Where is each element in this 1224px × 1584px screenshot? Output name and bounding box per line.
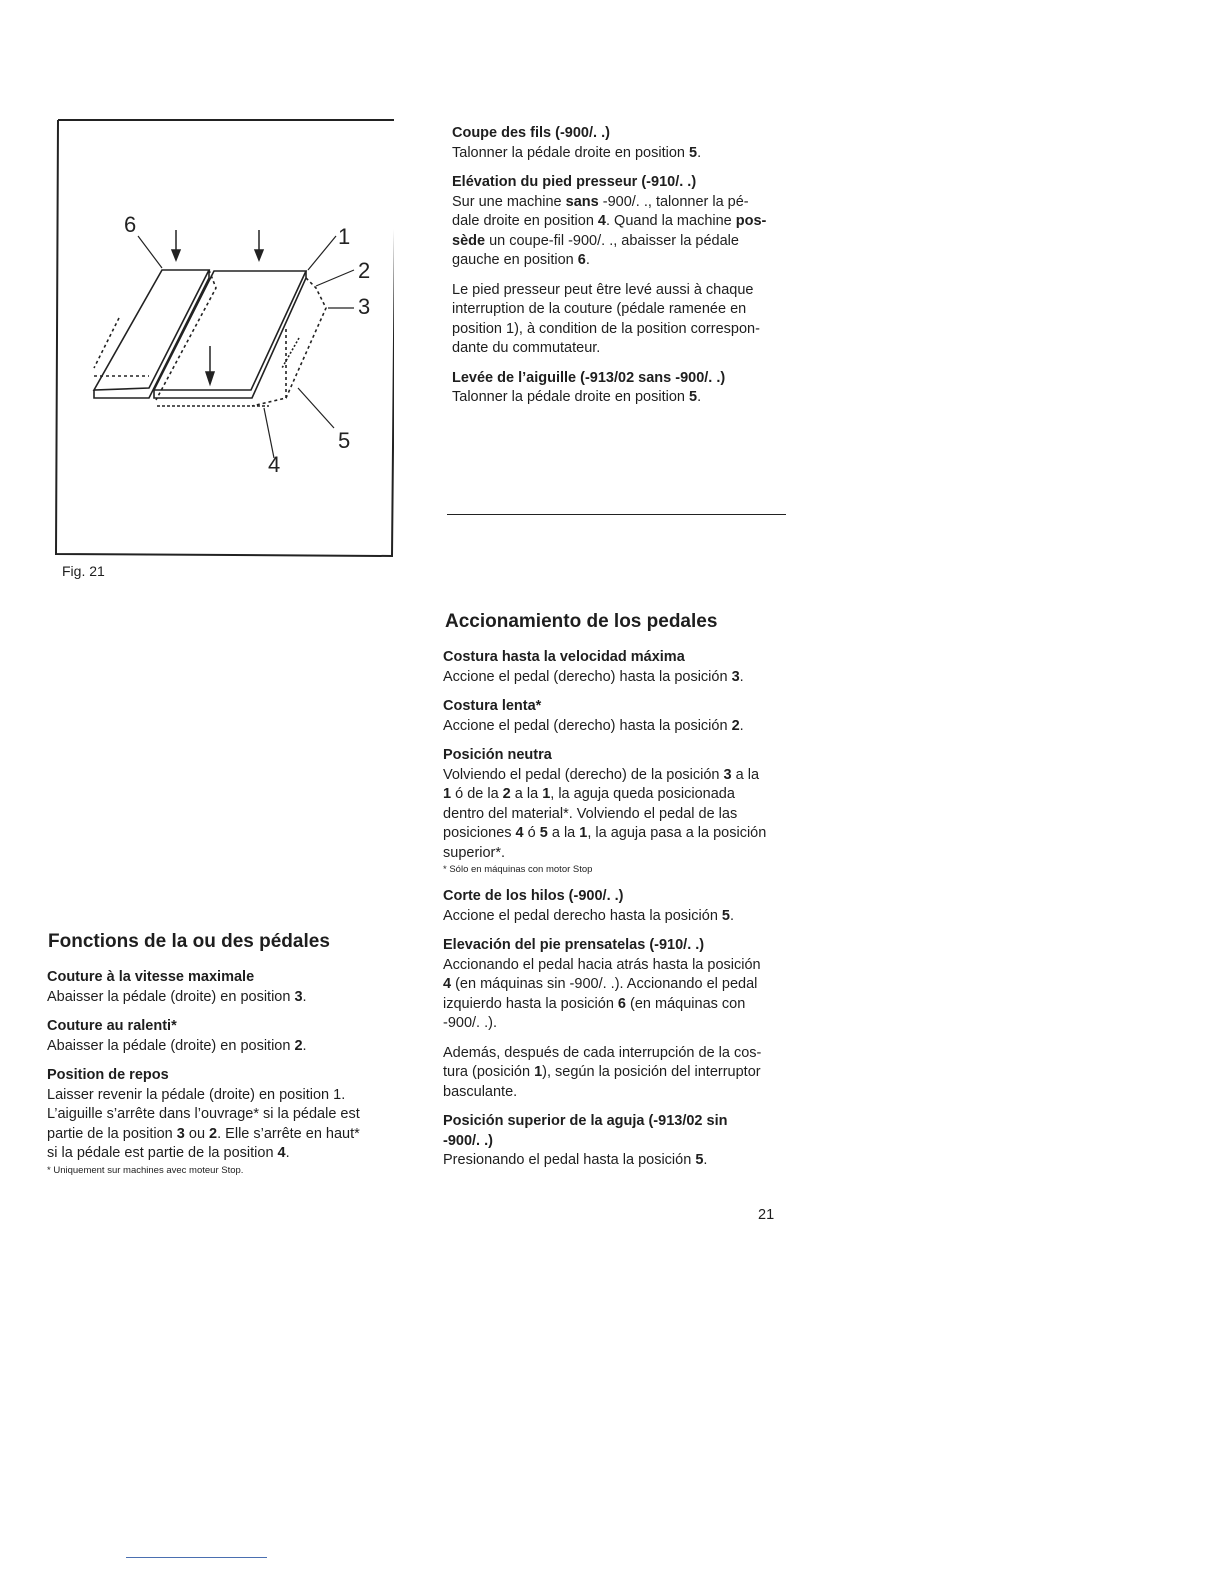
paragraph: posiciones 4 ó 5 a la 1, la aguja pasa a la posición <box>443 825 767 841</box>
spanish-column <box>443 648 788 1171</box>
left-pedal <box>94 270 216 400</box>
section-divider <box>447 514 786 515</box>
paragraph: Accione el pedal derecho hasta la posición 5. <box>443 907 735 924</box>
section-heading: Couture à la vitesse maximale <box>47 969 255 985</box>
decorative-line <box>126 1557 267 1558</box>
french-top-column <box>452 124 789 408</box>
figure-caption: Fig. 21 <box>62 563 105 579</box>
paragraph: -900/. .). <box>443 1015 497 1031</box>
paragraph: dale droite en position 4. Quand la machine pos- <box>452 213 767 229</box>
paragraph: dentro del material*. Volviendo el pedal de las <box>443 805 738 822</box>
paragraph: Presionando el pedal hasta la posición 5. <box>443 1152 708 1168</box>
spanish-section-title: Accionamiento de los pedales <box>445 611 718 632</box>
paragraph: 1 ó de la 2 a la 1, la aguja queda posicionada <box>443 786 735 802</box>
section-heading: Posición neutra <box>443 747 552 763</box>
paragraph: Abaisser la pédale (droite) en position 3. <box>47 988 307 1005</box>
label-3: 3 <box>358 294 371 319</box>
paragraph: Sur une machine sans -900/. ., talonner la pé- <box>452 193 749 210</box>
paragraph: si la pédale est partie de la position 4. <box>47 1145 290 1161</box>
section-heading: Costura hasta la velocidad máxima <box>443 649 685 665</box>
paragraph: izquierdo hasta la posición 6 (en máquinas con <box>443 995 746 1012</box>
section-heading: Elevación del pie prensatelas (-910/. .) <box>443 937 705 953</box>
label-1: 1 <box>338 224 351 249</box>
figure-frame <box>56 120 394 556</box>
paragraph: Le pied presseur peut être levé aussi à chaque <box>452 281 754 298</box>
paragraph: tura (posición 1), según la posición del interruptor <box>443 1064 761 1080</box>
paragraph: Talonner la pédale droite en position 5. <box>452 144 702 161</box>
paragraph: gauche en position 6. <box>452 252 590 268</box>
section-heading: -900/. .) <box>443 1132 493 1149</box>
french-bottom-column <box>47 968 387 1178</box>
label-2: 2 <box>358 258 371 283</box>
paragraph: Accionando el pedal hacia atrás hasta la posición <box>443 956 761 973</box>
section-heading: Levée de l’aiguille (-913/02 sans -900/. .) <box>452 369 726 386</box>
french-section-title: Fonctions de la ou des pédales <box>48 931 330 952</box>
page-number: 21 <box>758 1207 775 1223</box>
section-heading: Posición superior de la aguja (-913/02 sin <box>443 1113 728 1129</box>
paragraph: interruption de la couture (pédale ramenée en <box>452 301 747 317</box>
paragraph: Volviendo el pedal (derecho) de la posición 3 a la <box>443 766 760 783</box>
pedal-diagram <box>54 118 394 558</box>
label-5: 5 <box>338 428 351 453</box>
section-heading: Elévation du pied presseur (-910/. .) <box>452 174 697 190</box>
paragraph: partie de la position 3 ou 2. Elle s’arrête en haut* <box>47 1125 360 1142</box>
paragraph: Talonner la pédale droite en position 5. <box>452 389 702 405</box>
paragraph: dante du commutateur. <box>452 340 601 356</box>
paragraph: position 1), à condition de la position correspon- <box>452 320 760 337</box>
footnote: * Uniquement sur machines avec moteur Stop. <box>47 1164 244 1176</box>
paragraph: Accione el pedal (derecho) hasta la posición 3. <box>443 668 744 685</box>
section-heading: Costura lenta* <box>443 698 542 714</box>
section-heading: Couture au ralenti* <box>47 1018 177 1034</box>
label-6: 6 <box>124 212 137 237</box>
paragraph: basculante. <box>443 1083 518 1100</box>
paragraph: sède un coupe-fil -900/. ., abaisser la pédale <box>452 232 739 249</box>
paragraph: Accione el pedal (derecho) hasta la posición 2. <box>443 717 744 734</box>
arrows <box>172 230 263 384</box>
section-heading: Position de repos <box>47 1067 169 1083</box>
paragraph: Abaisser la pédale (droite) en position 2. <box>47 1037 307 1054</box>
paragraph: superior*. <box>443 844 506 861</box>
label-4: 4 <box>268 452 281 477</box>
section-heading: Corte de los hilos (-900/. .) <box>443 888 624 904</box>
paragraph: 4 (en máquinas sin -900/. .). Accionando el pedal <box>443 976 758 992</box>
right-pedal <box>154 271 326 406</box>
paragraph: Además, después de cada interrupción de la cos- <box>443 1044 762 1061</box>
section-heading: Coupe des fils (-900/. .) <box>452 125 610 141</box>
paragraph: Laisser revenir la pédale (droite) en position 1. <box>47 1086 346 1103</box>
footnote: * Sólo en máquinas con motor Stop <box>443 864 593 875</box>
paragraph: L’aiguille s’arrête dans l’ouvrage* si la pédale est <box>47 1106 360 1122</box>
